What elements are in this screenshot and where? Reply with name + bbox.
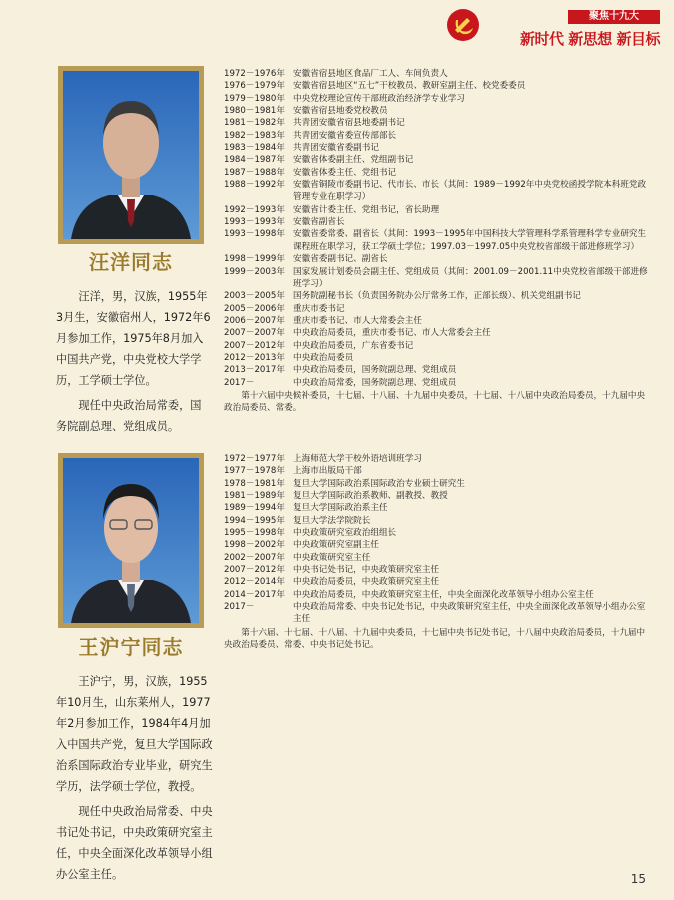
timeline-date: 1981－1989年 [224, 491, 285, 502]
timeline-note-2: 第十六届、十七届、十八届、十九届中央委员，十七届中央书记处书记，十八届中央政治局委员，十九届中央政治局委员、常委、中央书记处书记。 [224, 627, 646, 651]
person-name-1: 汪洋同志 [89, 250, 173, 274]
timeline-row [224, 364, 650, 376]
portrait-photo-1 [58, 66, 204, 244]
timeline-row [224, 490, 650, 502]
timeline-row [224, 179, 650, 204]
portrait-image-1 [63, 71, 199, 239]
timeline-row [224, 352, 650, 364]
timeline-row [224, 601, 650, 626]
timeline-description: 复旦大学法学院院长 [293, 515, 371, 526]
bio-paragraph: 王沪宁，男，汉族，1955年10月生，山东莱州人，1977年2月参加工作，1984年4月加入中国共产党，复旦大学国际政治系国际政治专业毕业，研究生学历，法学硕士学位，教授。 [56, 675, 213, 793]
timeline-row [224, 502, 650, 514]
timeline-date: 2014－2017年 [224, 589, 285, 600]
timeline-row [224, 478, 650, 490]
timeline-date: 2007－2007年 [224, 328, 285, 339]
timeline-row [224, 303, 650, 315]
timeline-description: 共青团安徽省委宣传部部长 [293, 130, 397, 141]
timeline-description: 中央政策研究室主任 [293, 552, 371, 563]
timeline-row [224, 80, 650, 92]
timeline-row [224, 216, 650, 228]
timeline-description: 中央政治局委员，广东省委书记 [293, 340, 414, 351]
timeline-row [224, 93, 650, 105]
timeline-row [224, 253, 650, 265]
timeline-description: 中央政治局常委、中央书记处书记，中央政策研究室主任，中央全面深化改革领导小组办公室主任 [293, 602, 646, 625]
timeline-date: 2017－ [224, 602, 255, 613]
timeline-row [224, 589, 650, 601]
timeline-date: 1978－1981年 [224, 478, 285, 489]
timeline-description: 中央政治局委员，中央政策研究室主任 [293, 577, 440, 588]
timeline-note-1: 第十六届中央候补委员，十七届、十八届、十九届中央委员，十七届、十八届中央政治局委员，十九届中央政治局委员、常委。 [224, 390, 646, 414]
timeline-row [224, 228, 650, 253]
bio-paragraph: 汪洋，男，汉族，1955年3月生，安徽宿州人，1972年6月参加工作，1975年8月加入中国共产党，中央党校大学学历，工学硕士学位。 [56, 290, 211, 387]
timeline-row [224, 576, 650, 588]
timeline-row [224, 154, 650, 166]
timeline-description: 中央党校理论宣传干部班政治经济学专业学习 [293, 93, 465, 104]
timeline-description: 共青团安徽省宿县地委副书记 [293, 118, 405, 129]
timeline-date: 1993－1993年 [224, 217, 285, 228]
timeline-row [224, 327, 650, 339]
timeline-row [224, 465, 650, 477]
timeline-description: 重庆市委书记、市人大常委会主任 [293, 315, 422, 326]
party-emblem-icon [446, 8, 480, 42]
timeline-row [224, 539, 650, 551]
magazine-header [446, 6, 666, 58]
timeline-date: 1993－1998年 [224, 229, 285, 240]
timeline-description: 安徽省委常委、副省长（其间：1993－1995年中国科技大学管理科学系管理科学专业研究生课程班在职学习，获工学硕士学位；1997.03－1997.05中央党校省部级干部进修班学习） [293, 229, 647, 252]
timeline-date: 2012－2014年 [224, 577, 285, 588]
timeline-description: 共青团安徽省委副书记 [293, 143, 379, 154]
timeline-description: 上海师范大学干校外语培训班学习 [293, 454, 422, 464]
timeline-row [224, 290, 650, 302]
timeline-description: 安徽省宿县地委党校教员 [293, 106, 388, 117]
timeline-description: 中央政治局委员，重庆市委书记、市人大常委会主任 [293, 328, 491, 339]
bio-2 [56, 671, 216, 889]
timeline-row [224, 167, 650, 179]
timeline-date: 1983－1984年 [224, 143, 285, 154]
timeline-description: 安徽省计委主任、党组书记，省长助理 [293, 204, 440, 215]
timeline-date: 1998－1999年 [224, 254, 285, 265]
timeline-description: 中央政策研究室政治组组长 [293, 528, 397, 539]
timeline-date: 2003－2005年 [224, 291, 285, 302]
timeline-1 [224, 68, 650, 415]
timeline-description: 安徽省铜陵市委副书记、代市长、市长（其间：1989－1992年中央党校函授学院本科班党政管理专业在职学习） [293, 180, 647, 203]
timeline-description: 中央政治局委员，中央政策研究室主任，中央全面深化改革领导小组办公室主任 [293, 589, 594, 600]
header-tagline: 聚焦十九大 [568, 10, 660, 24]
timeline-description: 复旦大学国际政治系教师、副教授、教授 [293, 491, 448, 502]
timeline-date: 1995－1998年 [224, 528, 285, 539]
timeline-row [224, 142, 650, 154]
timeline-row [224, 117, 650, 129]
timeline-row [224, 130, 650, 142]
timeline-description: 复旦大学国际政治系国际政治专业硕士研究生 [293, 478, 465, 489]
timeline-row [224, 105, 650, 117]
timeline-description: 安徽省体委主任、党组书记 [293, 167, 397, 178]
bio-1 [56, 286, 212, 441]
timeline-date: 2012－2013年 [224, 352, 285, 363]
timeline-description: 中央政治局委员 [293, 352, 354, 363]
bio-paragraph: 现任中央政治局常委、中央书记处书记，中央政策研究室主任，中央全面深化改革领导小组办公室主任。 [56, 805, 213, 881]
timeline-row [224, 315, 650, 327]
timeline-date: 1982－1983年 [224, 130, 285, 141]
timeline-date: 1999－2003年 [224, 266, 285, 277]
timeline-row [224, 340, 650, 352]
portrait-photo-2 [58, 453, 204, 628]
timeline-description: 安徽省委副书记、副省长 [293, 254, 388, 265]
timeline-description: 安徽省体委副主任、党组副书记 [293, 155, 414, 166]
timeline-date: 1979－1980年 [224, 93, 285, 104]
timeline-date: 1980－1981年 [224, 106, 285, 117]
timeline-row [224, 204, 650, 216]
bio-paragraph: 现任中央政治局常委，国务院副总理、党组成员。 [56, 399, 202, 433]
timeline-date: 2007－2012年 [224, 340, 285, 351]
timeline-date: 1988－1992年 [224, 180, 285, 191]
timeline-date: 1994－1995年 [224, 515, 285, 526]
timeline-date: 1976－1979年 [224, 81, 285, 92]
timeline-2 [224, 453, 650, 652]
timeline-date: 2013－2017年 [224, 365, 285, 376]
timeline-date: 1972－1977年 [224, 454, 285, 464]
page-number: 15 [630, 872, 646, 886]
timeline-date: 1977－1978年 [224, 466, 285, 477]
timeline-row [224, 453, 650, 465]
timeline-description: 重庆市委书记 [293, 303, 345, 314]
timeline-date: 2007－2012年 [224, 565, 285, 576]
timeline-row [224, 266, 650, 291]
timeline-description: 中央书记处书记，中央政策研究室主任 [293, 565, 440, 576]
timeline-row [224, 68, 650, 80]
timeline-date: 1981－1982年 [224, 118, 285, 129]
timeline-date: 1972－1976年 [224, 69, 285, 79]
timeline-date: 1984－1987年 [224, 155, 285, 166]
timeline-row [224, 377, 650, 389]
timeline-description: 国家发展计划委员会副主任、党组成员（其间：2001.09－2001.11中央党校省部级干部进修班学习） [293, 266, 648, 289]
timeline-row [224, 527, 650, 539]
timeline-date: 1998－2002年 [224, 540, 285, 551]
timeline-date: 2017－ [224, 377, 255, 388]
timeline-description: 中央政策研究室副主任 [293, 540, 379, 551]
timeline-row [224, 515, 650, 527]
timeline-description: 安徽省宿县地区“五七”干校教员、教研室副主任、校党委委员 [293, 81, 526, 92]
timeline-row [224, 552, 650, 564]
portrait-image-2 [63, 458, 199, 623]
header-slogan: 新时代 新思想 新目标 [520, 30, 660, 48]
timeline-row [224, 564, 650, 576]
timeline-date: 1987－1988年 [224, 167, 285, 178]
timeline-date: 2005－2006年 [224, 303, 285, 314]
timeline-date: 1992－1993年 [224, 204, 285, 215]
timeline-date: 2006－2007年 [224, 315, 285, 326]
person-name-2: 王沪宁同志 [78, 635, 184, 659]
timeline-description: 安徽省副省长 [293, 217, 345, 228]
timeline-date: 2002－2007年 [224, 552, 285, 563]
timeline-description: 中央政治局常委，国务院副总理、党组成员 [293, 377, 457, 388]
timeline-description: 安徽省宿县地区食品厂工人、车间负责人 [293, 69, 448, 79]
timeline-description: 上海市出版局干部 [293, 466, 362, 477]
timeline-description: 中央政治局委员，国务院副总理、党组成员 [293, 365, 457, 376]
timeline-description: 复旦大学国际政治系主任 [293, 503, 388, 514]
timeline-date: 1989－1994年 [224, 503, 285, 514]
timeline-description: 国务院副秘书长（负责国务院办公厅常务工作，正部长级）、机关党组副书记 [293, 291, 581, 302]
